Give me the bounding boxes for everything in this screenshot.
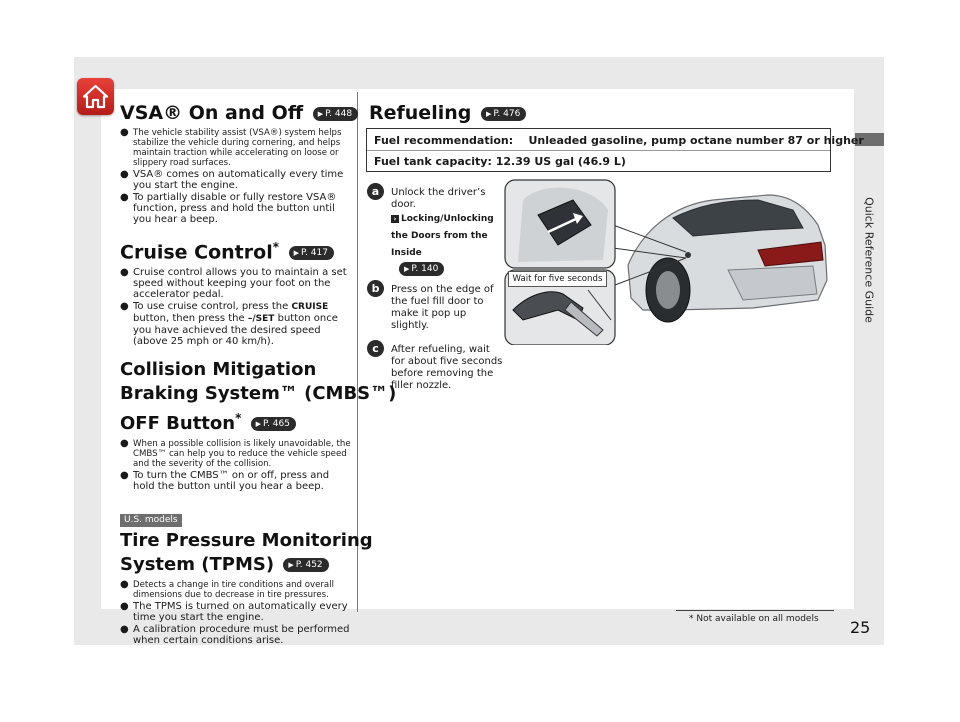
side-label: Quick Reference Guide (862, 197, 876, 323)
page-ref-icon: ▶ (485, 110, 492, 118)
list-item: ● To use cruise control, press the CRUISE button, then press the –/SET button once you have achieved the desired speed (above 25 mph or 40 km/h). (120, 301, 352, 347)
us-models-badge: U.S. models (120, 514, 182, 527)
fuel-info-box (366, 128, 864, 172)
cruise-bullets (120, 267, 352, 347)
wait-label: Wait for five seconds (508, 271, 607, 287)
step-a-page-ref[interactable]: ▶ P. 140 (399, 262, 444, 276)
list-item: ● Detects a change in tire conditions and overall dimensions due to decrease in tire pressures. (120, 580, 352, 600)
home-button[interactable] (77, 78, 114, 115)
list-item: ● VSA® comes on automatically every time you start the engine. (120, 169, 352, 191)
page-ref-icon: ▶ (288, 561, 294, 570)
page-ref-icon: ▶ (317, 110, 324, 118)
footnote-rule (676, 610, 834, 611)
vsa-title: VSA® On and Off ▶ P. 448 (120, 102, 352, 125)
footnote: * Not available on all models (689, 614, 819, 624)
tpms-bullets (120, 580, 352, 646)
list-item: ● The TPMS is turned on automatically every time you start the engine. (120, 601, 352, 623)
page-ref-icon: ▶ (255, 420, 262, 429)
list-item: ● When a possible collision is likely unavoidable, the CMBS™ can help you to reduce the vehicle speed and the severity of the collision. (120, 439, 352, 469)
cruise-title: Cruise Control* ▶ P. 417 (120, 236, 352, 264)
cmbs-bullets (120, 439, 352, 492)
list-item: ● To partially disable or fully restore VSA® function, press and hold the button until you hear a beep. (120, 192, 352, 225)
left-column (120, 102, 397, 647)
fuel-recommendation: Fuel recommendation: Unleaded gasoline, pump octane number 87 or higher (374, 134, 864, 147)
step-b: b Press on the edge of the fuel fill door to make it pop up slightly. (367, 280, 501, 340)
list-item: ● Cruise control allows you to maintain a set speed without keeping your foot on the accelerator pedal. (120, 267, 352, 300)
xref-icon: › (391, 215, 399, 223)
list-item: ● A calibration procedure must be performed when certain conditions arise. (120, 624, 352, 646)
cmbs-title: Collision Mitigation Braking System™ (CMBS™) OFF Button* ▶ P. 465 (120, 359, 397, 435)
page-number: 25 (850, 618, 871, 637)
refueling-illustration (503, 170, 829, 345)
car-illustration (628, 195, 827, 322)
home-icon (82, 83, 109, 110)
list-item: ● The vehicle stability assist (VSA®) system helps stabilize the vehicle during cornering, and helps maintain traction while accelerating on loose or slippery road surfaces. (120, 128, 352, 168)
page-ref-icon: ▶ (293, 249, 300, 258)
vsa-bullets (120, 128, 352, 225)
step-a: a Unlock the driver’s door. › Locking/Unlocking the Doors from the Inside ▶ P. 140 (367, 183, 501, 278)
list-item: ● To turn the CMBS™ on or off, press and hold the button until you hear a beep. (120, 470, 352, 492)
refueling-title: Refueling ▶ P. 476 (369, 102, 526, 125)
step-c: c After refueling, wait for about five seconds before removing the filler nozzle. (367, 340, 501, 415)
tpms-title: Tire Pressure Monitoring System (TPMS) ▶ P. 452 (120, 530, 373, 576)
vsa-page-ref[interactable]: ▶ P. 448 (313, 107, 358, 121)
tpms-page-ref[interactable]: ▶ P. 452 (283, 558, 328, 572)
fuel-capacity: Fuel tank capacity: 12.39 US gal (46.9 L) (374, 155, 626, 168)
refueling-page-ref[interactable]: ▶ P. 476 (481, 107, 526, 121)
cmbs-page-ref[interactable]: ▶ P. 465 (251, 417, 296, 431)
fuel-door-inset (505, 180, 615, 268)
cruise-page-ref[interactable]: ▶ P. 417 (289, 246, 334, 260)
xref-link[interactable]: › Locking/Unlocking the Doors from the Inside (391, 214, 494, 258)
page-ref-icon: ▶ (404, 265, 410, 273)
